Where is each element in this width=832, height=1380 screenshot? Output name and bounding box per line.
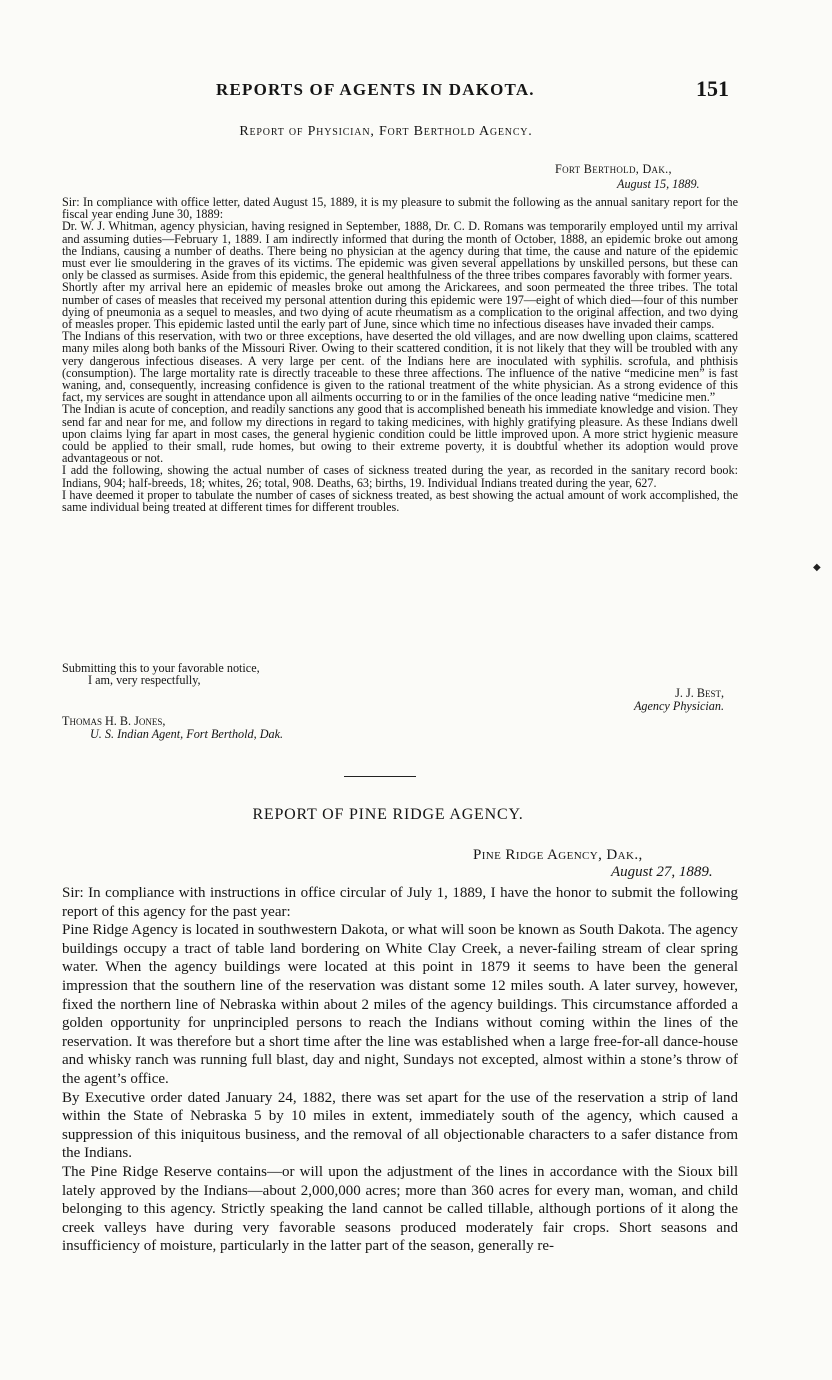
signer-name: J. J. Best, [675,686,724,700]
closing-line: Submitting this to your favorable notice, [62,661,260,675]
paragraph: By Executive order dated January 24, 1882, there was set apart for the use of the reservation a strip of land within the State of Nebraska 5 by 10 miles in extent, immediately south of the agency, which caused a suppression of this iniquitous business, and the removal of all objectionable characters to a safer distance from the Indians. [62,1089,738,1162]
addressee-title: U. S. Indian Agent, Fort Berthold, Dak. [90,727,284,741]
physician-signature [598,687,724,713]
physician-report-date [617,177,700,192]
physician-report-body [62,196,738,513]
signer-title: Agency Physician. [633,699,724,713]
paragraph: Sir: In compliance with office letter, dated August 15, 1889, it is my pleasure to submit the following as the annual sanitary report for the fiscal year ending June 30, 1889: [62,195,738,222]
pine-ridge-report-title: REPORT OF PINE RIDGE AGENCY. [252,806,524,823]
paragraph: Shortly after my arrival here an epidemic of measles broke out among the Arickarees, and soon permeated the three tribes. The total number of cases of measles that received my personal attention during this epidemic were 197—eight of which died—four of this number dying of pneumonia as a sequel to measles, and two dying of acute rheumatism as a complication to the original affection, and two dying of measles proper. This epidemic lasted until the early part of June, since which time no infectious diseases have invaded their camps. [62,280,738,332]
paragraph: Dr. W. J. Whitman, agency physician, having resigned in September, 1888, Dr. C. D. Romans was temporarily employed until my arrival and assuming duties—February 1, 1889. I am indirectly informed that during the month of October, 1888, an epidemic broke out among the Indians, causing a number of deaths. There being no physician at the agency during that time, the cause and nature of the epidemic must ever lie smouldering in the graves of its victims. The epidemic was given several appellations by unskilled persons, but these can only be classed as surmises. Aside from this epidemic, the general healthfulness of the three tribes compares favorably with former years. [62,219,738,283]
section-divider [344,776,416,777]
addressee-name: Thomas H. B. Jones, [62,714,166,728]
paragraph: The Pine Ridge Reserve contains—or will upon the adjustment of the lines in accordance with the Sioux bill lately approved by the Indians—about 2,000,000 acres; more than 360 acres for every man, woman, and child belonging to this agency. Strictly speaking the land cannot be called tillable, although portions of it along the creek valleys have during very favorable seasons produced moderately fair crops. Short seasons and insufficiency of moisture, particularly in the latter part of the season, generally re- [62,1163,738,1255]
physician-report-place: Fort Berthold, Dak., [555,162,672,176]
pine-ridge-report-date-text: August 27, 1889. [611,864,713,880]
running-title: REPORTS OF AGENTS IN DAKOTA. [216,80,535,99]
paragraph: The Indians of this reservation, with two or three exceptions, have deserted the old villages, and are now dwelling upon claims, scattered many miles along both banks of the Missouri River. Owing to their scattered condition, it is not likely that they will be troubled with any very dangerous infectious diseases. A very large per cent. of the Indians here are inoculated with syphilis. scrofula, and phthisis (consumption). The large mortality rate is directly traceable to these three affections. The influence of the native “medicine men” is fast waning, and, consequently, increasing confidence is given to the rational treatment of the white physician. As a strong evidence of this fact, my services are sought in attendance upon all ailments occurring to or in the families of the once leading native “medicine men.” [62,329,738,405]
closing-line: I am, very respectfully, [88,673,201,688]
pine-ridge-report-place: Pine Ridge Agency, Dak., [473,847,643,863]
physician-addressee [62,715,283,741]
physician-report-date-text: August 15, 1889. [617,177,700,191]
page-header [0,76,832,106]
pine-ridge-report-date [611,864,713,881]
pine-ridge-report-body [62,884,738,1256]
paragraph: The Indian is acute of conception, and readily sanctions any good that is accomplished beneath his immediate knowledge and vision. They send far and near for me, and follow my directions in regard to taking medicines, with highly gratifying pleasure. As these Indians dwell upon claims lying far apart in most cases, the general hygienic condition could be little improved upon. A more strict hygienic measure could be applied to their small, rude homes, but owing to their extreme poverty, it is doubtful whether its adoption would prove advantageous or not. [62,402,738,466]
physician-report-closing [62,662,260,687]
physician-report-title: Report of Physician, Fort Berthold Agency. [239,124,533,139]
margin-mark: ◆ [813,562,821,573]
paragraph: Sir: In compliance with instructions in office circular of July 1, 1889, I have the honor to submit the following report of this agency for the past year: [62,885,738,920]
paragraph: I add the following, showing the actual number of cases of sickness treated during the year, as recorded in the sanitary record book: Indians, 904; half-breeds, 18; whites, 26; total, 908. Deaths, 63; births, 19. Individual Indians treated during the year, 627. [62,463,738,490]
paragraph: Pine Ridge Agency is located in southwestern Dakota, or what will soon be known as South Dakota. The agency buildings occupy a tract of table land bordering on White Clay Creek, a never-failing stream of clear spring water. When the agency buildings were located at this point in 1879 it seems to have been the general impression that the southern line of the reservation was distant some 12 miles south. A later survey, however, fixed the northern line of Nebraska within about 2 miles of the agency buildings. This circumstance afforded a golden opportunity for unprincipled persons to reach the Indians without coming within the lines of the reservation. It was therefore but a short time after the line was established when a large free-for-all dance-house and whisky ranch was running full blast, day and night, Sundays not excepted, almost within a stone’s throw of the agent’s office. [62,922,738,1087]
paragraph: I have deemed it proper to tabulate the number of cases of sickness treated, as best showing the actual amount of work accomplished, the same individual being treated at different times for different troubles. [62,487,738,515]
page-number: 151 [696,76,729,101]
